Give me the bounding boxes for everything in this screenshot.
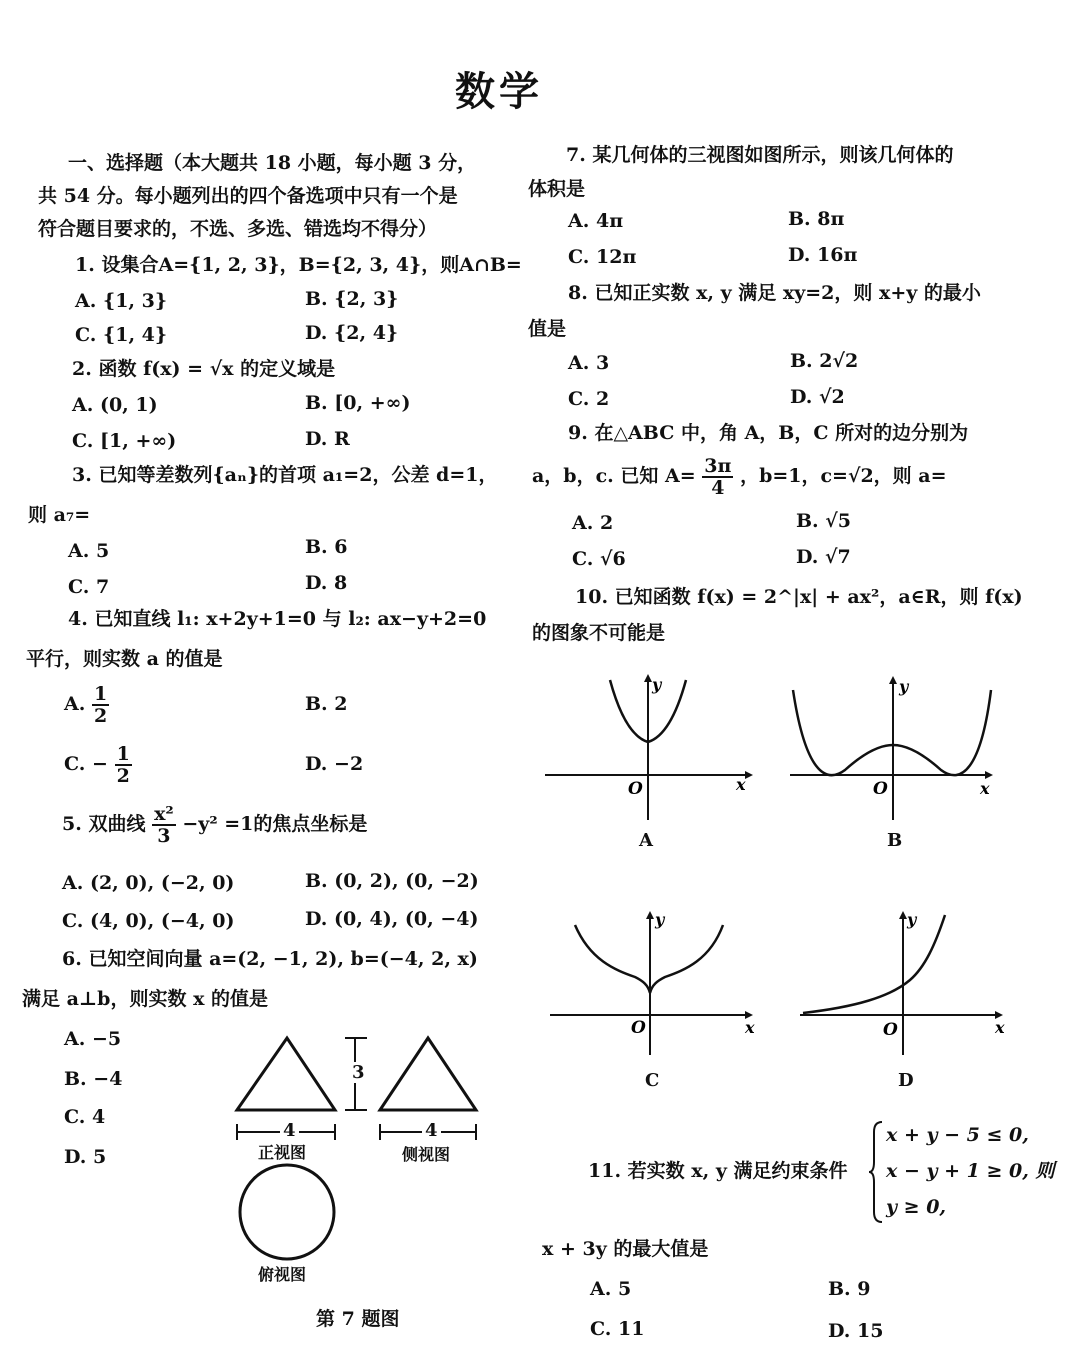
graph-a-origin-label: O	[628, 779, 643, 799]
q4-option-b: B. 2	[305, 693, 348, 715]
top-view-label: 俯视图	[258, 1265, 307, 1284]
q6-option-d: D. 5	[64, 1146, 107, 1168]
graph-d	[795, 905, 1010, 1065]
q6-stem-line-2: 满足 a⊥b，则实数 x 的值是	[22, 988, 269, 1010]
q4-option-c-fraction	[115, 744, 132, 786]
q6-option-b: B. −4	[64, 1068, 123, 1090]
graph-d-y-arrow	[899, 911, 907, 919]
side-width-label: 4	[422, 1120, 441, 1141]
q8-option-a: A. 3	[568, 352, 610, 374]
q1-option-a: A. {1, 3}	[75, 290, 168, 312]
q5-fraction	[152, 804, 176, 846]
graph-d-y-label: y	[907, 910, 917, 929]
q3-option-a: A. 5	[68, 540, 110, 562]
q4-a-denominator: 2	[93, 705, 108, 727]
q5-option-d: D. (0, 4), (0, −4)	[305, 908, 479, 930]
q4-stem-line-2: 平行，则实数 a 的值是	[26, 648, 223, 670]
graph-c-label: C	[645, 1070, 660, 1091]
q2-option-c: C. [1, +∞)	[72, 430, 177, 452]
q4-option-a-prefix: A.	[64, 693, 86, 715]
q2-option-a: A. (0, 1)	[72, 394, 158, 416]
q11-option-d: D. 15	[828, 1320, 884, 1342]
q4-c-denominator: 2	[116, 765, 130, 787]
q5-numerator: x²	[154, 803, 174, 825]
graph-d-label: D	[898, 1070, 914, 1091]
q9-stem-suffix: ，b=1，c=√2，则 a=	[740, 465, 947, 487]
graph-a	[540, 670, 755, 830]
q9-stem-prefix: a，b，c. 已知 A=	[532, 465, 696, 487]
q5-denominator: 3	[157, 825, 171, 847]
graph-b-x-label: x	[980, 779, 990, 798]
q6-stem-line-1: 6. 已知空间向量 a=(2, −1, 2), b=(−4, 2, x)	[62, 948, 478, 970]
q4-option-c	[64, 744, 132, 786]
q5-option-c: C. (4, 0), (−4, 0)	[62, 910, 235, 932]
height-dimension-label: 3	[352, 1062, 365, 1083]
q1-option-d: D. {2, 4}	[305, 322, 399, 344]
q9-option-c: C. √6	[572, 548, 626, 570]
q7-option-d: D. 16π	[788, 244, 858, 266]
q3-option-c: C. 7	[68, 576, 110, 598]
q4-option-a	[64, 684, 109, 726]
q4-stem-line-1: 4. 已知直线 l₁: x+2y+1=0 与 l₂: ax−y+2=0	[68, 608, 487, 630]
q11-option-b: B. 9	[828, 1278, 871, 1300]
graph-c-y-arrow	[646, 911, 654, 919]
q7-option-a: A. 4π	[568, 210, 624, 232]
q8-option-c: C. 2	[568, 388, 610, 410]
front-width-label: 4	[280, 1120, 299, 1141]
q2-option-d: D. R	[305, 428, 350, 450]
q7-option-c: C. 12π	[568, 246, 637, 268]
q2-option-b: B. [0, +∞)	[305, 392, 411, 414]
q6-option-c: C. 4	[64, 1106, 106, 1128]
q9-option-a: A. 2	[572, 512, 614, 534]
graph-c	[545, 905, 760, 1065]
q9-option-b: B. √5	[796, 510, 851, 532]
graph-d-x-label: x	[995, 1018, 1005, 1037]
q7-stem-line-1: 7. 某几何体的三视图如图所示，则该几何体的	[566, 144, 954, 166]
q5-stem	[62, 804, 367, 846]
q5-stem-prefix: 5. 双曲线	[62, 813, 146, 835]
q4-option-c-prefix: C. −	[64, 753, 108, 775]
side-view-label: 侧视图	[402, 1145, 451, 1164]
side-view-triangle	[380, 1038, 476, 1110]
front-view-label: 正视图	[258, 1143, 307, 1162]
q1-option-b: B. {2, 3}	[305, 288, 399, 310]
graph-b	[785, 670, 1000, 830]
top-view-circle	[240, 1165, 334, 1259]
q7-stem-line-2: 体积是	[528, 178, 586, 200]
q11-constraint-3: y ≥ 0,	[886, 1196, 947, 1218]
q3-option-b: B. 6	[305, 536, 348, 558]
figure-7-caption: 第 7 题图	[316, 1308, 400, 1330]
q9-numerator: 3π	[704, 455, 732, 477]
q10-stem-line-2: 的图象不可能是	[532, 622, 666, 644]
q8-option-b: B. 2√2	[790, 350, 859, 372]
graph-c-origin-label: O	[631, 1018, 646, 1038]
graph-a-label: A	[639, 830, 653, 851]
page-title: 数学	[455, 68, 543, 115]
q2-stem: 2. 函数 f(x) = √x 的定义域是	[72, 358, 336, 380]
graph-a-x-arrow	[745, 771, 753, 779]
section-header-line-2: 共 54 分。每小题列出的四个备选项中只有一个是	[38, 185, 458, 207]
q5-option-b: B. (0, 2), (0, −2)	[305, 870, 479, 892]
section-header-line-1: 一、选择题（本大题共 18 小题，每小题 3 分，	[68, 152, 477, 174]
q9-fraction	[702, 456, 733, 498]
q4-option-a-fraction	[92, 684, 109, 726]
q11-brace-path	[869, 1122, 882, 1222]
graph-b-label: B	[887, 830, 903, 851]
graph-a-y-arrow	[644, 674, 652, 682]
q9-denominator: 4	[711, 477, 725, 499]
q8-stem-line-2: 值是	[528, 318, 567, 340]
graph-a-y-label: y	[652, 675, 662, 694]
graph-d-origin-label: O	[883, 1020, 898, 1040]
q11-constraint-1: x + y − 5 ≤ 0,	[886, 1124, 1029, 1146]
graph-c-x-label: x	[745, 1018, 755, 1037]
q9-option-d: D. √7	[796, 546, 851, 568]
q4-a-numerator: 1	[93, 683, 108, 705]
section-header-line-3: 符合题目要求的，不选、多选、错选均不得分）	[38, 218, 438, 240]
q11-brace	[868, 1120, 884, 1224]
q1-stem: 1. 设集合A={1, 2, 3}，B={2, 3, 4}，则A∩B=	[75, 254, 522, 276]
q11-stem-line-2: x + 3y 的最大值是	[542, 1238, 709, 1260]
graph-a-x-label: x	[736, 775, 746, 794]
q1-option-c: C. {1, 4}	[75, 324, 168, 346]
q4-option-d: D. −2	[305, 753, 364, 775]
q8-stem-line-1: 8. 已知正实数 x, y 满足 xy=2，则 x+y 的最小	[568, 282, 981, 304]
graph-b-origin-label: O	[873, 779, 888, 799]
q7-option-b: B. 8π	[788, 208, 845, 230]
q4-c-numerator: 1	[116, 743, 130, 765]
q9-stem-line-2	[532, 456, 947, 498]
graph-b-x-arrow	[985, 771, 993, 779]
q5-option-a: A. (2, 0), (−2, 0)	[62, 872, 235, 894]
q11-constraint-2: x − y + 1 ≥ 0, 则	[886, 1160, 1055, 1182]
q9-stem-line-1: 9. 在△ABC 中，角 A，B，C 所对的边分别为	[568, 422, 969, 444]
q6-option-a: A. −5	[64, 1028, 122, 1050]
q8-option-d: D. √2	[790, 386, 845, 408]
q3-option-d: D. 8	[305, 572, 348, 594]
graph-d-curve	[803, 915, 945, 1013]
q3-stem-line-2: 则 a₇=	[28, 504, 91, 526]
q10-stem-line-1: 10. 已知函数 f(x) = 2^|x| + ax²，a∈R，则 f(x)	[575, 586, 1023, 608]
q5-stem-suffix: −y² =1的焦点坐标是	[182, 813, 368, 835]
q3-stem-line-1: 3. 已知等差数列{aₙ}的首项 a₁=2，公差 d=1，	[72, 464, 498, 486]
graph-b-y-arrow	[889, 676, 897, 684]
front-view-triangle	[237, 1038, 335, 1110]
q11-option-a: A. 5	[590, 1278, 632, 1300]
q11-stem: 11. 若实数 x, y 满足约束条件	[588, 1160, 848, 1182]
graph-b-y-label: y	[899, 677, 909, 696]
q11-option-c: C. 11	[590, 1318, 645, 1340]
graph-c-y-label: y	[655, 910, 665, 929]
